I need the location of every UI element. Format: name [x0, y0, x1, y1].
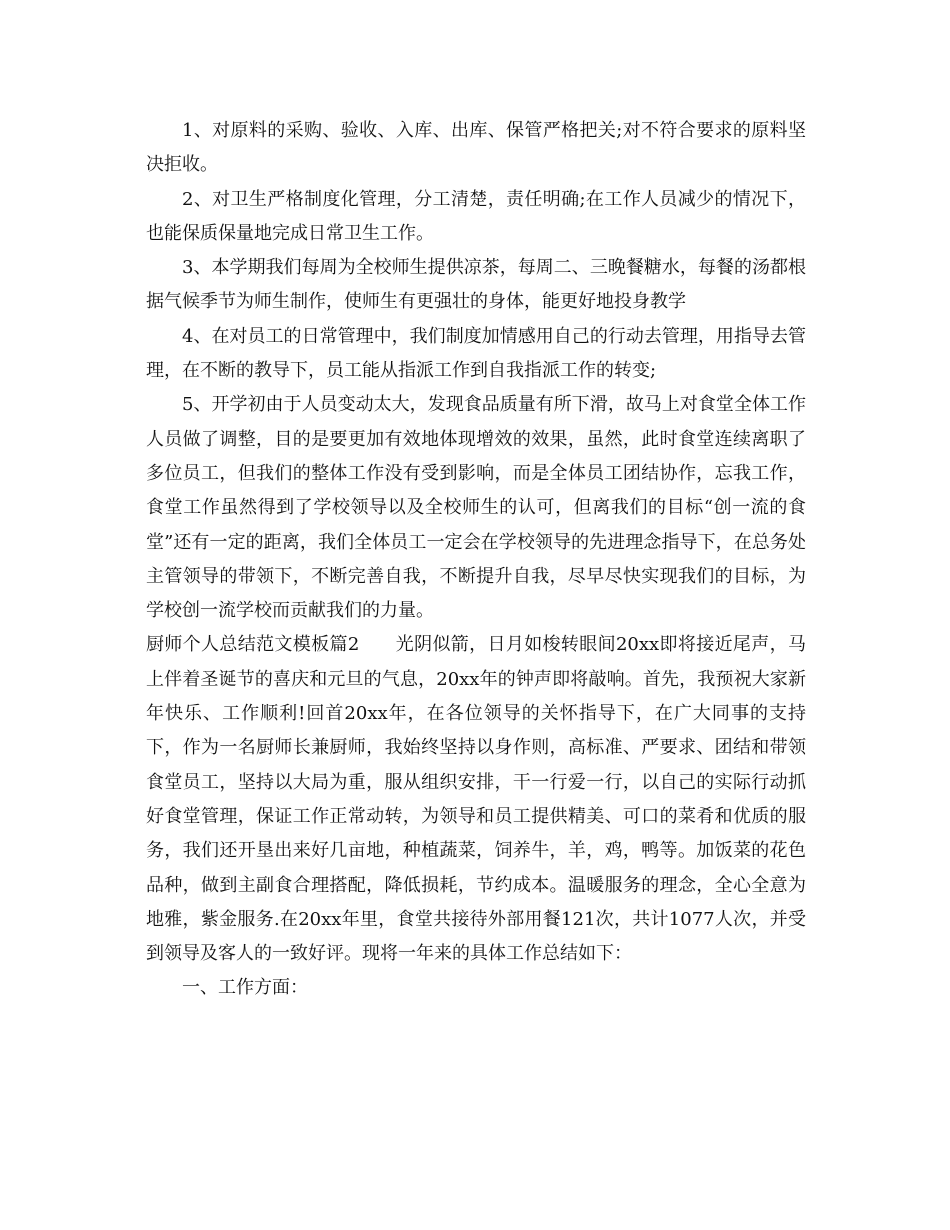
document-page — [146, 114, 806, 1006]
paragraph-item-1: 1、对原料的采购、验收、入库、出库、保管严格把关;对不符合要求的原料坚决拒收。 — [146, 120, 806, 176]
work-section-heading: 一、工作方面： — [182, 977, 308, 999]
paragraph-item-2: 2、对卫生严格制度化管理，分工清楚，责任明确;在工作人员减少的情况下，也能保质保量地完成日常卫生工作。 — [146, 188, 806, 244]
paragraph-item-4: 4、在对员工的日常管理中，我们制度加情感用自己的行动去管理，用指导去管理，在不断的教导下，员工能从指派工作到自我指派工作的转变; — [146, 325, 806, 382]
section-2-title: 厨师个人总结范文模板篇2 — [146, 634, 360, 656]
section-2-paragraph — [146, 628, 806, 971]
paragraph-item-5: 5、开学初由于人员变动太大，发现食品质量有所下滑，故马上对食堂全体工作人员做了调整，目的是要更加有效地体现增效的效果，虽然，此时食堂连续离职了多位员工，但我们的整体工作没有受到影响，而是全体员工团结协作，忘我工作，食堂工作虽然得到了学校领导以及全校师生的认可，但离我们的目标“创一流的食堂”还有一定的距离，我们全体员工一定会在学校领导的先进理念指导下，在总务处主管领导的带领下，不断完善自我，不断提升自我，尽早尽快实现我们的目标，为学校创一流学校而贡献我们的力量。 — [146, 394, 806, 622]
paragraph-item-3: 3、本学期我们每周为全校师生提供凉茶，每周二、三晚餐糖水，每餐的汤都根据气候季节为师生制作，使师生有更强壮的身体，能更好地投身教学 — [146, 257, 806, 313]
section-2-body: 光阴似箭，日月如梭转眼间20xx即将接近尾声，马上伴着圣诞节的喜庆和元旦的气息，20xx年的钟声即将敲响。首先，我预祝大家新年快乐、工作顺利!回首20xx年，在各位领导的关怀指导下，在广大同事的支持下，作为一名厨师长兼厨师，我始终坚持以身作则，高标准、严要求、团结和带领食堂员工，坚持以大局为重，服从组织安排，干一行爱一行，以自己的实际行动抓好食堂管理，保证工作正常动转，为领导和员工提供精美、可口的菜肴和优质的服务，我们还开垦出来好几亩地，种植蔬菜，饲养牛，羊，鸡，鸭等。加饭菜的花色品种，做到主副食合理搭配，降低损耗，节约成本。温暖服务的理念，全心全意为地雅，紫金服务.在20xx年里，食堂共接待外部用餐121次，共计1077人次，并受到领导及客人的一致好评。现将一年来的具体工作总结如下： — [146, 634, 806, 965]
